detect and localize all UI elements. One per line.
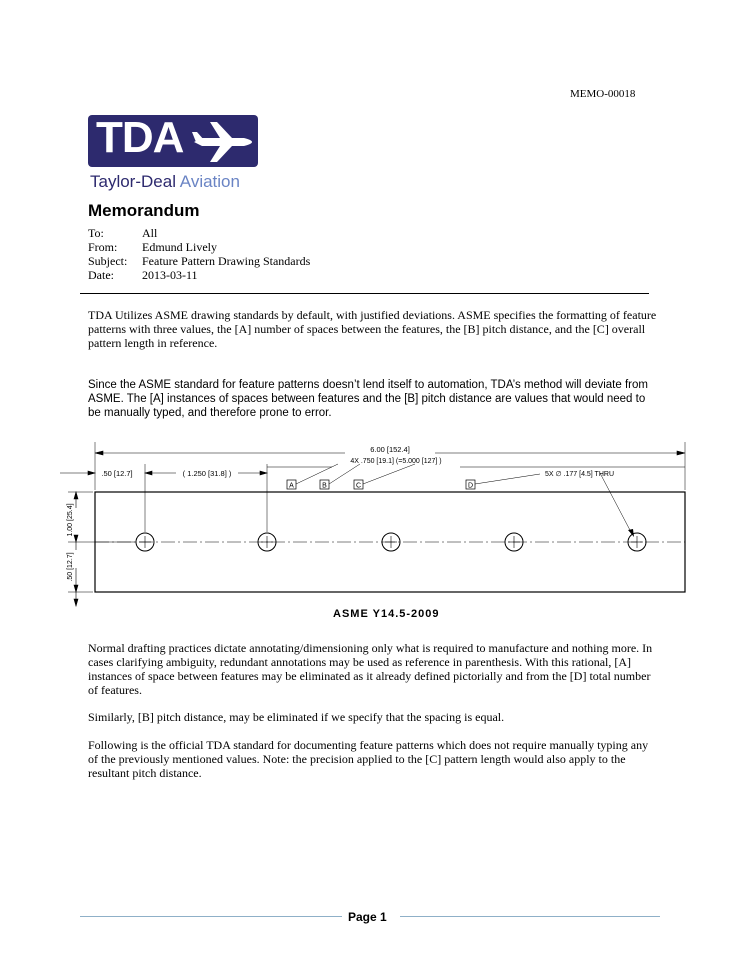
airplane-icon <box>192 118 254 166</box>
memo-title: Memorandum <box>88 201 200 220</box>
header-divider <box>80 293 649 294</box>
memo-id: MEMO-00018 <box>570 88 636 100</box>
paragraph-4: Similarly, [B] pitch distance, may be eliminated if we specify that the spacing is equal. <box>88 710 505 724</box>
header-from <box>88 240 217 255</box>
tag-b-label: B <box>322 482 327 490</box>
page-number: Page 1 <box>348 910 387 924</box>
header-subject <box>88 254 310 269</box>
tag-a-label: A <box>289 482 294 490</box>
header-subject-label: Subject: <box>88 254 128 268</box>
logo-mark: TDA <box>96 113 184 162</box>
header-from-value: Edmund Lively <box>142 240 217 254</box>
edge-dimension: .50 [12.7] <box>101 469 133 478</box>
header-date-value: 2013-03-11 <box>142 268 198 282</box>
hole-callout: 5X ∅ .177 [4.5] THRU <box>545 471 614 478</box>
pitch-reference-dimension: ( 1.250 [31.8] ) <box>182 469 232 478</box>
header-to <box>88 226 157 241</box>
tag-c <box>354 464 415 490</box>
paragraph-2: Since the ASME standard for feature patterns doesn’t lend itself to automation, TDA’s method will deviate from ASME. The [A] instances of spaces between features and the [B] pitch distance are values that would need to be manually typed, and therefore prone to error. <box>88 379 648 419</box>
header-to-value: All <box>142 226 158 240</box>
hole-height-dimension: .50 [12.7] <box>67 552 74 582</box>
logo-tagline-name: Taylor-Deal <box>90 172 176 191</box>
paragraph-3: Normal drafting practices dictate annotating/dimensioning only what is required to manufacture and nothing more. In cases clarifying ambiguity, redundant annotations may be used as reference in parenthesis. With this rational, [A] instances of space between features may be eliminated as it already defined pictorially and from the [D] total number of features. <box>88 641 653 697</box>
header-date-label: Date: <box>88 268 114 282</box>
feature-pattern-drawing <box>60 440 700 610</box>
logo-tagline-accent: Aviation <box>179 172 240 191</box>
tag-c-label: C <box>355 482 362 490</box>
tag-a <box>287 464 338 490</box>
header-subject-value: Feature Pattern Drawing Standards <box>142 254 311 268</box>
logo-tagline <box>90 172 240 192</box>
header-date <box>88 268 198 283</box>
footer-rule-right <box>400 916 660 917</box>
tag-d-label: D <box>467 482 474 490</box>
tag-d <box>466 474 540 490</box>
pattern-callout: 4X .750 [19.1] (=5.000 [127] ) <box>350 458 442 465</box>
header-to-label: To: <box>88 226 104 240</box>
paragraph-5: Following is the official TDA standard for documenting feature patterns which does not require manually typing any of the previously mentioned values. Note: the precision applied to the [C] pattern length would also apply to the resultant pitch distance. <box>88 738 649 780</box>
paragraph-1: TDA Utilizes ASME drawing standards by default, with justified deviations. ASME specifies the formatting of feature patterns with three values, the [A] number of spaces between the features, the [B] pitch distance, and the [C] overall pattern length in reference. <box>88 308 657 350</box>
hole-leader <box>600 473 632 534</box>
drawing-caption: ASME Y14.5-2009 <box>333 608 440 620</box>
footer-rule-left <box>80 916 342 917</box>
height-dimension: 1.00 [25.4] <box>67 503 74 537</box>
overall-dimension: 6.00 [152.4] <box>370 445 410 454</box>
header-from-label: From: <box>88 240 118 254</box>
